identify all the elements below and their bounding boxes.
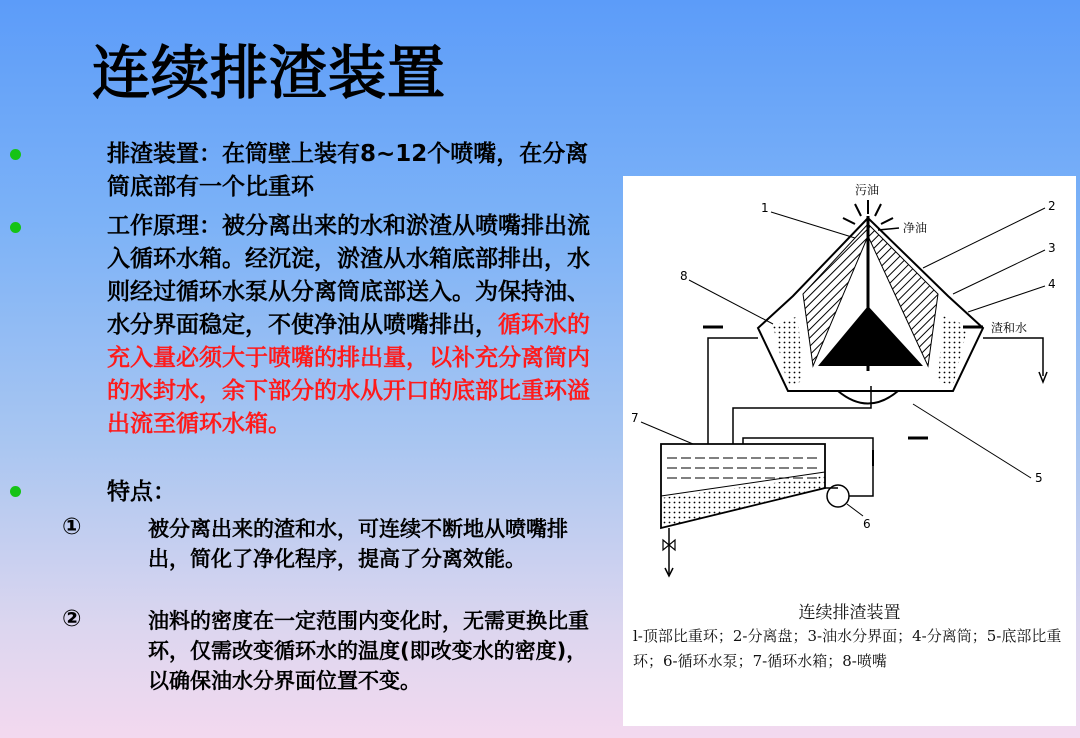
feed-pipe xyxy=(733,386,871,444)
bullet-text-device: 排渣装置：在筒壁上装有8~12个喷嘴，在分离筒底部有一个比重环 xyxy=(107,141,589,200)
label-clean-oil: 净油 xyxy=(903,221,928,235)
principle-text: 工作原理：被分离出来的水和淤渣从喷嘴排出流入循环水箱。经沉淀，淤渣从水箱底部排出，水则经过循环水泵从分离筒底部送入。为保持油、水分界面稳定，不使净油从喷嘴排出， xyxy=(107,213,590,338)
bullet-text-features: 特点： xyxy=(107,479,176,505)
separator-diagram xyxy=(623,176,1076,596)
bullet-dot xyxy=(10,486,21,497)
separator-diagram-figure xyxy=(623,176,1076,726)
figure-legend: l-顶部比重环；2-分离盘；3-油水分界面；4-分离筒；5-底部比重环；6-循环水泵；7-循环水箱；8-喷嘴 xyxy=(633,627,1062,670)
bullet-dot xyxy=(10,149,21,160)
figure-caption: 连续排渣装置 xyxy=(798,603,901,623)
label-6: 6 xyxy=(863,517,871,531)
feature-text: 油料的密度在一定范围内变化时，无需更换比重环，仅需改变循环水的温度(即改变水的密度)，以确保油水分界面位置不变。 xyxy=(148,609,589,693)
feature-marker: ② xyxy=(62,606,82,632)
label-3: 3 xyxy=(1048,241,1056,255)
label-slag-water: 渣和水 xyxy=(991,321,1028,335)
label-5: 5 xyxy=(1035,471,1043,485)
label-8: 8 xyxy=(680,269,688,283)
label-dirty-oil: 污油 xyxy=(855,183,880,197)
label-2: 2 xyxy=(1048,199,1056,213)
label-1: 1 xyxy=(761,201,769,215)
bullet-dot xyxy=(10,222,21,233)
label-7: 7 xyxy=(631,411,639,425)
feature-text: 被分离出来的渣和水，可连续不断地从喷嘴排出，简化了净化程序，提高了分离效能。 xyxy=(148,517,568,571)
principle-highlight-text: 循环水的充入量必须大于喷嘴的排出量，以补充分离筒内的水封水，余下部分的水从开口的底部比重环溢出流至循环水箱。 xyxy=(107,312,590,437)
label-4: 4 xyxy=(1048,277,1056,291)
feature-marker: ① xyxy=(62,514,82,540)
page-title: 连续排渣装置 xyxy=(92,39,447,107)
bullet-text-principle xyxy=(107,210,599,441)
